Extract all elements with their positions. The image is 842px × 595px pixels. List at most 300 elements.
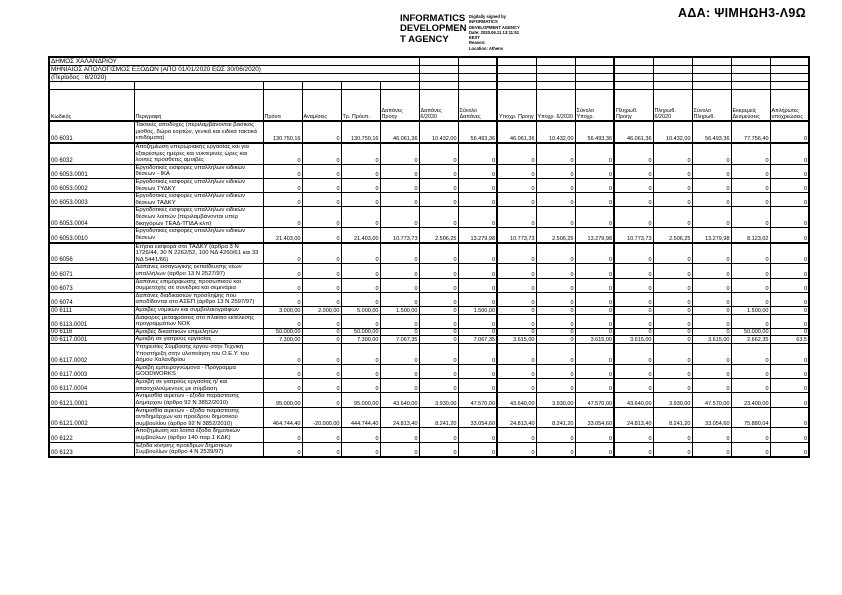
value-cell: 0 bbox=[731, 143, 770, 164]
value-cell: 0 bbox=[302, 379, 341, 393]
value-cell: 0 bbox=[575, 264, 614, 278]
value-cell: 0 bbox=[380, 179, 419, 193]
value-cell: 0 bbox=[458, 379, 497, 393]
value-cell: 0 bbox=[692, 164, 731, 178]
stamp-signature-line: INFORMATICS bbox=[469, 19, 498, 25]
code-cell: 00 6123 bbox=[49, 442, 134, 457]
value-cell: -20.000,00 bbox=[302, 407, 341, 428]
value-cell: 0 bbox=[302, 193, 341, 207]
value-cell: 0 bbox=[380, 143, 419, 164]
value-cell: 0 bbox=[341, 264, 380, 278]
value-cell: 50.000,00 bbox=[263, 328, 302, 336]
stamp-agency-name: INFORMATICS DEVELOPMEN T AGENCY bbox=[400, 13, 467, 45]
value-cell: 0 bbox=[731, 379, 770, 393]
value-cell: 46.061,36 bbox=[614, 121, 653, 143]
value-cell: 130.750,16 bbox=[263, 121, 302, 143]
column-header-row bbox=[49, 90, 809, 122]
value-cell: 0 bbox=[536, 143, 575, 164]
value-cell: 0 bbox=[497, 264, 536, 278]
value-cell: 0 bbox=[458, 264, 497, 278]
description-cell: Αμοιβή σε γιατρούς εργασίας ή/ και απασχολούμενους με σύμβαση bbox=[134, 379, 263, 393]
value-cell: 0 bbox=[536, 442, 575, 457]
description-cell: Διάφορες μεταφράσεις στο πλαίσιο εκτέλεσης προγραμμάτων ΝΟΚ bbox=[134, 314, 263, 328]
description-cell: Εργοδοτικές εισφορές υπαλλήλων ειδικών θέσεων λοιπών (περιλαμβάνονται υπέρ δικηγόρων ΤΕΑΔ-ΤΠΔΑ κλπ) bbox=[134, 207, 263, 228]
value-cell: 0 bbox=[575, 278, 614, 292]
info-row-period bbox=[49, 74, 809, 82]
value-cell: 0 bbox=[692, 278, 731, 292]
value-cell: 0 bbox=[614, 164, 653, 178]
value-cell: 10.432,00 bbox=[653, 121, 692, 143]
empty-grid-cell bbox=[302, 82, 341, 90]
value-cell: 0 bbox=[614, 428, 653, 442]
value-cell: 0 bbox=[653, 264, 692, 278]
value-cell: 8.123,02 bbox=[731, 228, 770, 243]
value-cell: 3.615,00 bbox=[575, 336, 614, 344]
municipality-name: ΔΗΜΟΣ ΧΑΛΑΝΔΡΙΟΥ bbox=[49, 57, 419, 66]
value-cell: 0 bbox=[770, 121, 809, 143]
value-cell: 0 bbox=[575, 164, 614, 178]
value-cell: 0 bbox=[302, 328, 341, 336]
value-cell: 0 bbox=[692, 428, 731, 442]
empty-grid-cell bbox=[134, 82, 263, 90]
value-cell: 0 bbox=[536, 243, 575, 264]
stamp-signature-line: DEVELOPMENT AGENCY bbox=[469, 24, 520, 30]
value-cell: 13.279,98 bbox=[458, 228, 497, 243]
value-cell: 24.813,40 bbox=[380, 407, 419, 428]
value-cell: 0 bbox=[419, 306, 458, 314]
value-cell: 0 bbox=[497, 306, 536, 314]
column-header: Υποχρ. Προηγ bbox=[497, 90, 536, 122]
value-cell: 0 bbox=[536, 179, 575, 193]
value-cell: 0 bbox=[653, 243, 692, 264]
value-cell: 0 bbox=[536, 364, 575, 378]
empty-grid-cell bbox=[497, 66, 536, 74]
stamp-signature-line: EEST bbox=[469, 35, 480, 40]
empty-grid-cell bbox=[692, 74, 731, 82]
value-cell: 43.640,00 bbox=[497, 393, 536, 407]
value-cell: 0 bbox=[302, 228, 341, 243]
value-cell: 8.241,20 bbox=[419, 407, 458, 428]
value-cell: 0 bbox=[419, 328, 458, 336]
value-cell: 0 bbox=[653, 314, 692, 328]
value-cell: 0 bbox=[653, 164, 692, 178]
description-cell: Ετήσια εισφορά στο ΤΑΔΚΥ (άρθρα 3 Ν 1726/44, 30 Ν 2262/52, 100 ΝΔ 4260/61 και 33 ΝΔ 5441/66) bbox=[134, 243, 263, 264]
value-cell: 0 bbox=[575, 306, 614, 314]
column-header: Αναμ/σεις bbox=[302, 90, 341, 122]
value-cell: 0 bbox=[497, 292, 536, 306]
value-cell: 0 bbox=[380, 207, 419, 228]
code-cell: 00 6056 bbox=[49, 243, 134, 264]
empty-grid-cell bbox=[731, 57, 770, 66]
value-cell: 0 bbox=[653, 344, 692, 365]
value-cell: 0 bbox=[497, 179, 536, 193]
value-cell: 0 bbox=[653, 379, 692, 393]
description-cell: Δαπάνες επιμόρφωσης προσωπικού και συμμετοχής σε συνέδρια και σεμινάρια bbox=[134, 278, 263, 292]
table-row bbox=[49, 306, 809, 314]
value-cell: 10.432,00 bbox=[419, 121, 458, 143]
value-cell: 0 bbox=[497, 344, 536, 365]
stamp-signature-line: Date: 2020.06.11 13:11:51 bbox=[469, 29, 520, 35]
empty-grid-cell bbox=[770, 57, 809, 66]
value-cell: 0 bbox=[263, 364, 302, 378]
value-cell: 0 bbox=[419, 193, 458, 207]
table-row bbox=[49, 207, 809, 228]
code-cell: 00 6117.0002 bbox=[49, 344, 134, 365]
value-cell: 0 bbox=[731, 179, 770, 193]
description-cell: Εργοδοτικές εισφορές υπαλλήλων ειδικών θέσεων ΤΑΔΚΥ bbox=[134, 193, 263, 207]
empty-grid-cell bbox=[497, 57, 536, 66]
value-cell: 0 bbox=[575, 292, 614, 306]
table-row bbox=[49, 193, 809, 207]
value-cell: 0 bbox=[575, 314, 614, 328]
value-cell: 0 bbox=[497, 428, 536, 442]
value-cell: 0 bbox=[341, 428, 380, 442]
description-cell: Αμοιβές νομικών και συμβολαιογράφων bbox=[134, 306, 263, 314]
value-cell: 21.403,00 bbox=[263, 228, 302, 243]
value-cell: 0 bbox=[614, 243, 653, 264]
table-row bbox=[49, 336, 809, 344]
value-cell: 444.744,40 bbox=[341, 407, 380, 428]
value-cell: 0 bbox=[575, 442, 614, 457]
code-cell: 00 6111 bbox=[49, 306, 134, 314]
value-cell: 0 bbox=[614, 193, 653, 207]
value-cell: 0 bbox=[614, 143, 653, 164]
value-cell: 0 bbox=[341, 207, 380, 228]
value-cell: 0 bbox=[263, 243, 302, 264]
code-cell: 00 6121.0001 bbox=[49, 393, 134, 407]
value-cell: 0 bbox=[341, 164, 380, 178]
value-cell: 1.500,00 bbox=[380, 306, 419, 314]
value-cell: 0 bbox=[536, 207, 575, 228]
value-cell: 0 bbox=[380, 344, 419, 365]
value-cell: 50.000,00 bbox=[731, 328, 770, 336]
value-cell: 95.000,00 bbox=[341, 393, 380, 407]
info-row-municipality bbox=[49, 57, 809, 66]
value-cell: 0 bbox=[380, 292, 419, 306]
value-cell: 21.403,00 bbox=[341, 228, 380, 243]
value-cell: 0 bbox=[731, 164, 770, 178]
empty-grid-cell bbox=[536, 74, 575, 82]
value-cell: 0 bbox=[770, 207, 809, 228]
code-cell: 00 6117.0004 bbox=[49, 379, 134, 393]
code-cell: 00 6031 bbox=[49, 121, 134, 143]
value-cell: 0 bbox=[458, 207, 497, 228]
empty-grid-cell bbox=[263, 82, 302, 90]
value-cell: 0 bbox=[575, 179, 614, 193]
code-cell: 00 6113.0001 bbox=[49, 314, 134, 328]
code-cell: 00 6071 bbox=[49, 264, 134, 278]
description-cell: Δαπάνες εισαγωγικής εκπαίδευσης νέων υπαλλήλων (άρθρο 13 Ν 2527/97) bbox=[134, 264, 263, 278]
value-cell: 0 bbox=[497, 143, 536, 164]
budget-report-table bbox=[48, 56, 810, 458]
description-cell: Αποζημίωση υπερωριακής εργασίας και για εξαιρέσιμες ημέρες και νυκτερινές ώρες και λοιπές πρόσθετες αμοιβές bbox=[134, 143, 263, 164]
value-cell: 0 bbox=[263, 264, 302, 278]
value-cell: 0 bbox=[419, 379, 458, 393]
table-row bbox=[49, 278, 809, 292]
empty-grid-cell bbox=[653, 66, 692, 74]
value-cell: 0 bbox=[302, 121, 341, 143]
value-cell: 0 bbox=[497, 164, 536, 178]
value-cell: 0 bbox=[302, 143, 341, 164]
empty-grid-cell bbox=[770, 74, 809, 82]
value-cell: 0 bbox=[731, 278, 770, 292]
column-header: Περιγραφή bbox=[134, 90, 263, 122]
empty-grid-cell bbox=[458, 74, 497, 82]
empty-grid-cell bbox=[770, 82, 809, 90]
value-cell: 0 bbox=[770, 292, 809, 306]
value-cell: 0 bbox=[536, 344, 575, 365]
value-cell: 0 bbox=[731, 207, 770, 228]
value-cell: 0 bbox=[653, 442, 692, 457]
value-cell: 0 bbox=[419, 243, 458, 264]
empty-grid-cell bbox=[497, 82, 536, 90]
value-cell: 56.493,36 bbox=[458, 121, 497, 143]
empty-grid-cell bbox=[458, 82, 497, 90]
column-header: Πρόυπ bbox=[263, 90, 302, 122]
value-cell: 0 bbox=[497, 314, 536, 328]
value-cell: 0 bbox=[302, 243, 341, 264]
value-cell: 0 bbox=[614, 264, 653, 278]
value-cell: 47.570,00 bbox=[575, 393, 614, 407]
empty-grid-cell bbox=[419, 74, 458, 82]
value-cell: 0 bbox=[341, 442, 380, 457]
table-row bbox=[49, 121, 809, 143]
table-row bbox=[49, 364, 809, 378]
value-cell: 10.773,73 bbox=[614, 228, 653, 243]
table-row bbox=[49, 143, 809, 164]
value-cell: 0 bbox=[341, 179, 380, 193]
empty-grid-cell bbox=[692, 66, 731, 74]
value-cell: 0 bbox=[575, 364, 614, 378]
value-cell: 0 bbox=[614, 442, 653, 457]
value-cell: 0 bbox=[263, 292, 302, 306]
value-cell: 0 bbox=[770, 379, 809, 393]
code-cell: 00 6053.0003 bbox=[49, 193, 134, 207]
column-header: Σύνολο Υποχρ. bbox=[575, 90, 614, 122]
value-cell: 0 bbox=[419, 143, 458, 164]
value-cell: 0 bbox=[302, 164, 341, 178]
value-cell: 0 bbox=[770, 193, 809, 207]
value-cell: 56.493,36 bbox=[575, 121, 614, 143]
value-cell: 0 bbox=[341, 364, 380, 378]
value-cell: 0 bbox=[302, 292, 341, 306]
value-cell: 0 bbox=[302, 364, 341, 378]
value-cell: 0 bbox=[380, 278, 419, 292]
value-cell: 0 bbox=[536, 164, 575, 178]
value-cell: 0 bbox=[458, 164, 497, 178]
value-cell: 0 bbox=[263, 143, 302, 164]
empty-grid-cell bbox=[536, 82, 575, 90]
empty-grid-cell bbox=[458, 66, 497, 74]
value-cell: 0 bbox=[497, 193, 536, 207]
value-cell: 0 bbox=[419, 344, 458, 365]
table-row bbox=[49, 442, 809, 457]
column-header: Απλήρωτες υποχρεώσεις bbox=[770, 90, 809, 122]
value-cell: 0 bbox=[380, 379, 419, 393]
table-row bbox=[49, 328, 809, 336]
value-cell: 24.813,40 bbox=[497, 407, 536, 428]
value-cell: 13.279,98 bbox=[575, 228, 614, 243]
value-cell: 2.506,25 bbox=[536, 228, 575, 243]
table-row bbox=[49, 179, 809, 193]
value-cell: 0 bbox=[497, 243, 536, 264]
value-cell: 0 bbox=[536, 314, 575, 328]
value-cell: 0 bbox=[302, 264, 341, 278]
value-cell: 3.615,00 bbox=[692, 336, 731, 344]
empty-grid-cell bbox=[692, 57, 731, 66]
value-cell: 0 bbox=[341, 143, 380, 164]
column-header: Πληρωθ. Προηγ bbox=[614, 90, 653, 122]
table-row bbox=[49, 407, 809, 428]
code-cell: 00 6053.0010 bbox=[49, 228, 134, 243]
value-cell: 0 bbox=[458, 143, 497, 164]
empty-grid-cell bbox=[419, 57, 458, 66]
column-header: Εκκρεμείς Δεσμεύσεις bbox=[731, 90, 770, 122]
value-cell: 0 bbox=[263, 207, 302, 228]
value-cell: 0 bbox=[536, 379, 575, 393]
value-cell: 0 bbox=[302, 393, 341, 407]
empty-grid-cell bbox=[575, 74, 614, 82]
value-cell: 0 bbox=[614, 328, 653, 336]
value-cell: 0 bbox=[653, 179, 692, 193]
column-header: Υποχρ. 6/2020 bbox=[536, 90, 575, 122]
value-cell: 0 bbox=[341, 243, 380, 264]
stamp-signature-details bbox=[469, 14, 547, 51]
code-cell: 00 6032 bbox=[49, 143, 134, 164]
value-cell: 0 bbox=[653, 143, 692, 164]
value-cell: 0 bbox=[770, 314, 809, 328]
value-cell: 0 bbox=[575, 428, 614, 442]
value-cell: 0 bbox=[419, 164, 458, 178]
value-cell: 0 bbox=[497, 328, 536, 336]
empty-grid-cell bbox=[458, 57, 497, 66]
value-cell: 0 bbox=[536, 193, 575, 207]
value-cell: 0 bbox=[419, 278, 458, 292]
value-cell: 0 bbox=[614, 314, 653, 328]
value-cell: 3.930,00 bbox=[653, 393, 692, 407]
empty-grid-cell bbox=[653, 74, 692, 82]
empty-grid-cell bbox=[731, 74, 770, 82]
value-cell: 0 bbox=[380, 243, 419, 264]
value-cell: 8.241,20 bbox=[536, 407, 575, 428]
description-cell: Εργοδοτικές εισφορές υπαλλήλων ειδικών θέσεων - ΙΚΑ bbox=[134, 164, 263, 178]
value-cell: 0 bbox=[380, 264, 419, 278]
empty-grid-cell bbox=[614, 66, 653, 74]
value-cell: 0 bbox=[653, 364, 692, 378]
value-cell: 47.570,00 bbox=[458, 393, 497, 407]
value-cell: 0 bbox=[575, 344, 614, 365]
value-cell: 0 bbox=[614, 292, 653, 306]
value-cell: 0 bbox=[653, 193, 692, 207]
value-cell: 0 bbox=[536, 428, 575, 442]
value-cell: 1.500,00 bbox=[731, 306, 770, 314]
value-cell: 0 bbox=[731, 344, 770, 365]
value-cell: 0 bbox=[263, 442, 302, 457]
value-cell: 0 bbox=[575, 328, 614, 336]
empty-grid-cell bbox=[692, 82, 731, 90]
value-cell: 0 bbox=[770, 407, 809, 428]
description-cell: Δαπάνες διαδικασιών πρόσληψης που αποδίδονται στο ΑΣΕΠ (άρθρο 13 Ν 2597/97) bbox=[134, 292, 263, 306]
value-cell: 0 bbox=[380, 364, 419, 378]
value-cell: 0 bbox=[692, 143, 731, 164]
value-cell: 63,5 bbox=[770, 336, 809, 344]
value-cell: 0 bbox=[380, 428, 419, 442]
value-cell: 0 bbox=[458, 328, 497, 336]
value-cell: 0 bbox=[341, 278, 380, 292]
value-cell: 0 bbox=[575, 193, 614, 207]
description-cell: Αμοιβές δικαστικών επιμελητών bbox=[134, 328, 263, 336]
column-header: Σύνολο Δαπάνες bbox=[458, 90, 497, 122]
table-row bbox=[49, 379, 809, 393]
value-cell: 0 bbox=[770, 179, 809, 193]
info-row-title bbox=[49, 66, 809, 74]
value-cell: 46.061,36 bbox=[497, 121, 536, 143]
value-cell: 0 bbox=[497, 364, 536, 378]
description-cell: Αμοιβή σε γιατρούς εργασίας bbox=[134, 336, 263, 344]
value-cell: 0 bbox=[458, 442, 497, 457]
value-cell: 0 bbox=[731, 428, 770, 442]
code-cell: 00 6122 bbox=[49, 428, 134, 442]
value-cell: 0 bbox=[263, 164, 302, 178]
value-cell: 0 bbox=[614, 278, 653, 292]
value-cell: 0 bbox=[575, 379, 614, 393]
value-cell: 0 bbox=[302, 207, 341, 228]
value-cell: 0 bbox=[263, 314, 302, 328]
value-cell: 0 bbox=[380, 193, 419, 207]
value-cell: 0 bbox=[614, 344, 653, 365]
value-cell: 0 bbox=[497, 379, 536, 393]
value-cell: 0 bbox=[458, 193, 497, 207]
empty-grid-cell bbox=[575, 66, 614, 74]
value-cell: 0 bbox=[731, 243, 770, 264]
value-cell: 0 bbox=[419, 207, 458, 228]
value-cell: 0 bbox=[614, 179, 653, 193]
value-cell: 0 bbox=[380, 164, 419, 178]
value-cell: 43.640,00 bbox=[380, 393, 419, 407]
value-cell: 0 bbox=[575, 243, 614, 264]
value-cell: 24.813,40 bbox=[614, 407, 653, 428]
value-cell: 0 bbox=[731, 264, 770, 278]
value-cell: 0 bbox=[458, 428, 497, 442]
value-cell: 2.000,00 bbox=[302, 306, 341, 314]
value-cell: 0 bbox=[653, 328, 692, 336]
ada-code-label: ΑΔΑ: ΨΙΜΗΩΗ3-Λ9Ω bbox=[678, 6, 806, 20]
value-cell: 0 bbox=[770, 164, 809, 178]
stamp-signature-line: Location: Athens bbox=[469, 45, 504, 51]
value-cell: 7.067,35 bbox=[458, 336, 497, 344]
table-row bbox=[49, 164, 809, 178]
value-cell: 3.000,00 bbox=[263, 306, 302, 314]
column-header: Τρ. Πρόυπ. bbox=[341, 90, 380, 122]
value-cell: 0 bbox=[380, 442, 419, 457]
value-cell: 0 bbox=[692, 328, 731, 336]
empty-grid-cell bbox=[575, 57, 614, 66]
value-cell: 0 bbox=[692, 442, 731, 457]
description-cell: Αμοιβή εμπειρογνώμονα - Πρόγραμμα GOODWORKS bbox=[134, 364, 263, 378]
stamp-signature-line: Reason: bbox=[469, 40, 486, 46]
code-cell: 00 6074 bbox=[49, 292, 134, 306]
value-cell: 0 bbox=[692, 379, 731, 393]
table-row bbox=[49, 243, 809, 264]
value-cell: 33.054,60 bbox=[692, 407, 731, 428]
value-cell: 0 bbox=[653, 336, 692, 344]
value-cell: 0 bbox=[614, 207, 653, 228]
column-header: Δαπάνες Προηγ bbox=[380, 90, 419, 122]
value-cell: 2.506,25 bbox=[653, 228, 692, 243]
value-cell: 0 bbox=[692, 314, 731, 328]
value-cell: 0 bbox=[302, 336, 341, 344]
table-row bbox=[49, 393, 809, 407]
